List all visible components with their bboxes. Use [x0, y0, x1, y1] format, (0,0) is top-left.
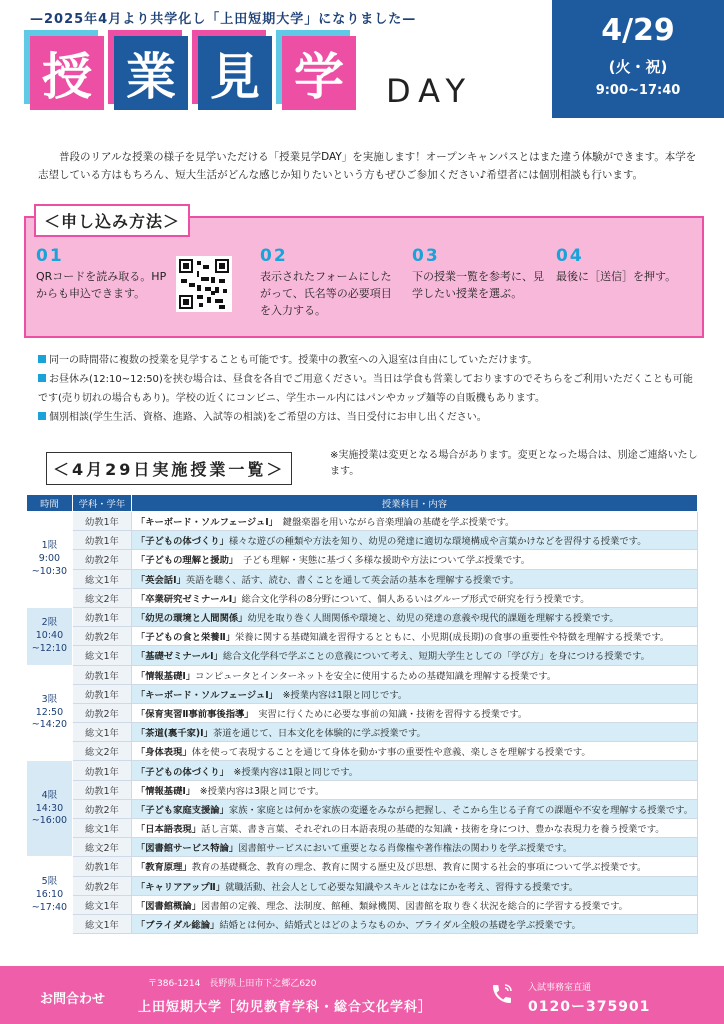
content-cell — [131, 914, 697, 933]
step-number: 02 — [260, 246, 288, 266]
course-subject: 「身体表現」 — [135, 747, 192, 759]
footer-school: 上田短期大学［幼児教育学科・総合文化学科］ — [138, 1000, 433, 1015]
table-row — [27, 646, 698, 665]
content-cell — [131, 780, 697, 799]
course-subject: 「子どもの体づくり」 — [135, 536, 229, 548]
course-subject: 「子どもの体づくり」 — [135, 766, 225, 778]
course-description: 総合文化学科で学ぶことの意義について考え、短期大学生としての「学び方」を身につける授業です。 — [222, 651, 650, 663]
period-label: 2限 — [41, 617, 58, 628]
period-time-start: 9:00 — [38, 553, 61, 565]
qr-code[interactable] — [176, 256, 232, 312]
title-char-3: 見 — [198, 36, 272, 110]
course-description: 子ども理解・実態に基づく多様な援助や方法について学ぶ授業です。 — [233, 555, 531, 567]
dept-cell: 総文1年 — [72, 914, 131, 933]
dept-cell: 総文1年 — [72, 723, 131, 742]
table-header-row — [27, 495, 698, 512]
course-subject: 「子どもの理解と援助」 — [135, 555, 234, 567]
dept-cell: 幼教1年 — [72, 761, 131, 780]
dept-cell: 幼教1年 — [72, 857, 131, 876]
content-cell — [131, 607, 697, 626]
course-description: ※授業内容は3限と同じです。 — [190, 785, 325, 797]
course-description: 英語を聴く、話す、読む、書くことを通して英会話の基本を理解する授業です。 — [185, 574, 519, 586]
step-text: QRコードを読み取る。HPからも申込できます。 — [36, 270, 167, 301]
course-description: 図書館サービスにおいて重要となる肖像権や著作権法の関わりを学ぶ授業です。 — [238, 843, 573, 855]
apply-step-4 — [556, 246, 696, 285]
period-label: 5限 — [41, 876, 58, 888]
table-row — [27, 684, 698, 703]
table-row — [27, 607, 698, 626]
table-row — [27, 665, 698, 684]
content-cell — [131, 550, 697, 569]
footer-phone-label: 入試事務室直通 — [528, 983, 592, 993]
period-time-end: ~12:10 — [31, 642, 68, 654]
period-time-start: 14:30 — [35, 802, 64, 814]
apply-step-3 — [412, 246, 552, 302]
note-item — [38, 370, 698, 408]
content-cell — [131, 799, 697, 818]
page-title — [30, 36, 473, 110]
content-cell — [131, 761, 697, 780]
dept-cell: 幼教2年 — [72, 627, 131, 646]
course-description: 実習に行くために必要な事前の知識・技術を習得する授業です。 — [248, 708, 528, 720]
course-description: 様々な遊びの種類や方法を知り、幼児の発達に適切な環境構成や言葉かけなどを習得する授業です。 — [228, 536, 647, 548]
note-text: 個別相談(学生生活、資格、進路、入試等の相談)をご希望の方は、当日受付にお申し出ください。 — [49, 412, 487, 423]
table-row — [27, 838, 698, 857]
content-cell — [131, 742, 697, 761]
table-row — [27, 588, 698, 607]
period-time-start: 16:10 — [35, 888, 64, 900]
course-subject: 「幼児の環境と人間関係」 — [135, 613, 248, 625]
course-subject: 「ブライダル総論」 — [135, 920, 220, 932]
note-text: お昼休み(12:10~12:50)を挟む場合は、昼食を各自でご用意ください。当日は学食も営業しておりますのでそちらをご利用いただくことも可能です(売り切れの場合もあり)。学校の近くにコンビニ、学生ホール内にはパンやカップ麺等の自販機もあります。 — [38, 374, 693, 404]
course-subject: 「茶道(裏千家)Ⅰ」 — [135, 728, 213, 740]
course-description: 栄養に関する基礎知識を習得するとともに、小児期(成長期)の食事の重要性や特徴を理解する授業です。 — [235, 632, 670, 644]
course-subject: 「キーボード・ソルフェージュⅠ」 — [135, 517, 274, 529]
table-row — [27, 723, 698, 742]
table-row — [27, 914, 698, 933]
note-text: 同一の時間帯に複数の授業を見学することも可能です。授業中の教室への入退室は自由にしていただけます。 — [49, 355, 538, 366]
content-cell — [131, 857, 697, 876]
course-subject: 「英会話Ⅰ」 — [135, 574, 186, 586]
period-label: 4限 — [41, 789, 58, 801]
event-weekday: (火・祝) — [608, 58, 668, 76]
content-cell — [131, 646, 697, 665]
content-cell — [131, 838, 697, 857]
header-content: 授業科目・内容 — [131, 495, 697, 512]
course-description: 図書館の定義、理念、法制度、館種、類縁機関、図書館を取り巻く状況を総合的に学習する授業です。 — [201, 900, 628, 912]
notes-list — [38, 351, 698, 427]
dept-cell: 総文2年 — [72, 588, 131, 607]
qr-code-icon — [179, 259, 229, 309]
course-description: 就職活動、社会人として必要な知識やスキルとはなにかを考え、習得する授業です。 — [225, 881, 579, 893]
dept-cell: 幼教2年 — [72, 550, 131, 569]
course-description: 結婚とは何か、結婚式とはどのようなものか、ブライダル全般の基礎を学ぶ授業です。 — [219, 920, 581, 932]
dept-cell: 幼教1年 — [72, 607, 131, 626]
table-row — [27, 876, 698, 895]
course-description: 総合文化学科の8分野について、個人あるいはグループ形式で研究を行う授業です。 — [241, 593, 590, 605]
table-row — [27, 531, 698, 550]
table-row — [27, 512, 698, 531]
dept-cell: 総文1年 — [72, 819, 131, 838]
content-cell — [131, 876, 697, 895]
dept-cell: 幼教1年 — [72, 512, 131, 531]
note-item — [38, 408, 698, 427]
course-subject: 「教育原理」 — [135, 862, 192, 874]
dept-cell: 総文1年 — [72, 569, 131, 588]
dept-cell: 幼教2年 — [72, 703, 131, 722]
content-cell — [131, 703, 697, 722]
course-description: 幼児を取り巻く人間関係や環境と、幼児の発達の意義や現代的課題を理解する授業です。 — [247, 613, 619, 625]
course-list-note: ※実施授業は変更となる場合があります。変更となった場合は、別途ご連絡いたします。 — [330, 450, 698, 477]
period-cell — [27, 665, 73, 761]
course-list-heading: ＜4月29日実施授業一覧＞ — [46, 452, 292, 485]
title-suffix: DAY — [386, 72, 474, 110]
table-row — [27, 780, 698, 799]
note-item — [38, 351, 698, 370]
period-cell — [27, 607, 73, 665]
table-row — [27, 703, 698, 722]
period-time-start: 12:50 — [35, 706, 64, 718]
course-subject: 「図書館概論」 — [135, 900, 201, 912]
content-cell — [131, 684, 697, 703]
square-bullet-icon — [38, 355, 46, 363]
dept-cell: 幼教2年 — [72, 876, 131, 895]
content-cell — [131, 588, 697, 607]
footer — [0, 966, 724, 1024]
period-cell — [27, 761, 73, 857]
dept-cell: 幼教1年 — [72, 684, 131, 703]
course-table — [26, 494, 698, 934]
course-description: ※授業内容は1限と同じです。 — [224, 766, 359, 778]
dept-cell: 総文2年 — [72, 838, 131, 857]
period-time-start: 10:40 — [35, 629, 64, 641]
content-cell — [131, 665, 697, 684]
course-subject: 「保育実習Ⅱ事前事後指導」 — [135, 708, 249, 720]
course-description: 家族・家庭とは何かを家族の変遷をみながら把握し、そこから生じる子育ての課題や不安を理解する授業です。 — [228, 804, 693, 816]
course-description: 体を使って表現することを通じて身体を動かす事の重要性や意義、楽しさを理解する授業です。 — [191, 747, 591, 759]
period-time-end: ~10:30 — [31, 565, 68, 577]
dept-cell: 総文1年 — [72, 895, 131, 914]
apply-step-2 — [260, 246, 400, 319]
content-cell — [131, 895, 697, 914]
square-bullet-icon — [38, 374, 46, 382]
table-row — [27, 819, 698, 838]
content-cell — [131, 627, 697, 646]
event-date-box — [552, 0, 724, 118]
dept-cell: 総文1年 — [72, 646, 131, 665]
table-row — [27, 569, 698, 588]
dept-cell: 幼教2年 — [72, 799, 131, 818]
course-subject: 「情報基礎Ⅰ」 — [135, 785, 191, 797]
table-row — [27, 627, 698, 646]
table-row — [27, 742, 698, 761]
step-number: 04 — [556, 246, 584, 266]
header-time: 時間 — [27, 495, 73, 512]
course-subject: 「子どもの食と栄養Ⅱ」 — [135, 632, 235, 644]
header-tagline: —2025年4月より共学化し「上田短期大学」になりました— — [30, 12, 417, 27]
step-text: 表示されたフォームにしたがって、氏名等の必要項目を入力する。 — [260, 270, 392, 318]
period-time-end: ~14:20 — [31, 719, 68, 731]
period-cell — [27, 512, 73, 608]
table-row — [27, 761, 698, 780]
course-subject: 「日本語表現」 — [135, 824, 201, 836]
phone-icon — [490, 982, 514, 1006]
content-cell — [131, 512, 697, 531]
course-subject: 「キーボード・ソルフェージュⅠ」 — [135, 689, 274, 701]
header-dept: 学科・学年 — [72, 495, 131, 512]
title-char-4: 学 — [282, 36, 356, 110]
period-cell — [27, 857, 73, 934]
course-description: 話し言葉、書き言葉、それぞれの日本語表現の基礎的な知識・技術を身につけ、豊かな表現力を養う授業です。 — [201, 824, 665, 836]
table-row — [27, 895, 698, 914]
step-number: 01 — [36, 246, 64, 266]
table-row — [27, 550, 698, 569]
apply-heading: ＜申し込み方法＞ — [34, 204, 190, 237]
course-subject: 「基礎ゼミナールⅠ」 — [135, 651, 223, 663]
table-row — [27, 799, 698, 818]
course-description: コンピュータとインターネットを安全に使用するための基礎知識を理解する授業です。 — [195, 670, 557, 682]
table-row — [27, 857, 698, 876]
dept-cell: 幼教1年 — [72, 665, 131, 684]
step-text: 最後に［送信］を押す。 — [556, 270, 677, 283]
dept-cell: 幼教1年 — [72, 531, 131, 550]
step-text: 下の授業一覧を参考に、見学したい授業を選ぶ。 — [412, 270, 544, 301]
square-bullet-icon — [38, 412, 46, 420]
course-description: 教育の基礎概念、教育の理念、教育に関する歴史及び思想、教育に関する社会的事項について学ぶ授業です。 — [191, 862, 647, 874]
footer-phone[interactable]: 0120ー375901 — [528, 999, 651, 1015]
content-cell — [131, 723, 697, 742]
dept-cell: 総文2年 — [72, 742, 131, 761]
course-subject: 「子ども家庭支援論」 — [135, 804, 229, 816]
course-subject: 「卒業研究ゼミナールⅠ」 — [135, 593, 242, 605]
event-time: 9:00~17:40 — [595, 83, 681, 98]
title-char-2: 業 — [114, 36, 188, 110]
content-cell — [131, 569, 697, 588]
period-label: 1限 — [41, 540, 58, 552]
intro-text: 普段のリアルな授業の様子を見学いただける「授業見学DAY」を実施します！オープンキャンパスとはまた違う体験ができます。本学を志望している方はもちろん、短大生活がどんな感じか知りたいという方もぜひご参加ください♪希望者には個別相談も行います。 — [38, 151, 697, 182]
course-description: 鍵盤楽器を用いながら音楽理論の基礎を学ぶ授業です。 — [273, 517, 515, 529]
period-time-end: ~17:40 — [31, 901, 68, 913]
footer-address: 〒386-1214 長野県上田市下之郷乙620 — [148, 979, 317, 989]
period-label: 3限 — [41, 693, 58, 705]
period-time-end: ~16:00 — [31, 815, 68, 827]
course-subject: 「情報基礎Ⅰ」 — [135, 670, 196, 682]
step-number: 03 — [412, 246, 440, 266]
content-cell — [131, 819, 697, 838]
footer-inquire: お問合わせ — [40, 992, 106, 1007]
title-char-1: 授 — [30, 36, 104, 110]
dept-cell: 幼教1年 — [72, 780, 131, 799]
course-subject: 「キャリアアップⅡ」 — [135, 881, 226, 893]
course-description: 茶道を通じて、日本文化を体験的に学ぶ授業です。 — [212, 728, 426, 740]
course-description: ※授業内容は1限と同じです。 — [273, 689, 408, 701]
course-subject: 「図書館サービス特論」 — [135, 843, 239, 855]
apply-step-1 — [36, 246, 176, 302]
event-date: 4/29 — [601, 13, 675, 48]
content-cell — [131, 531, 697, 550]
